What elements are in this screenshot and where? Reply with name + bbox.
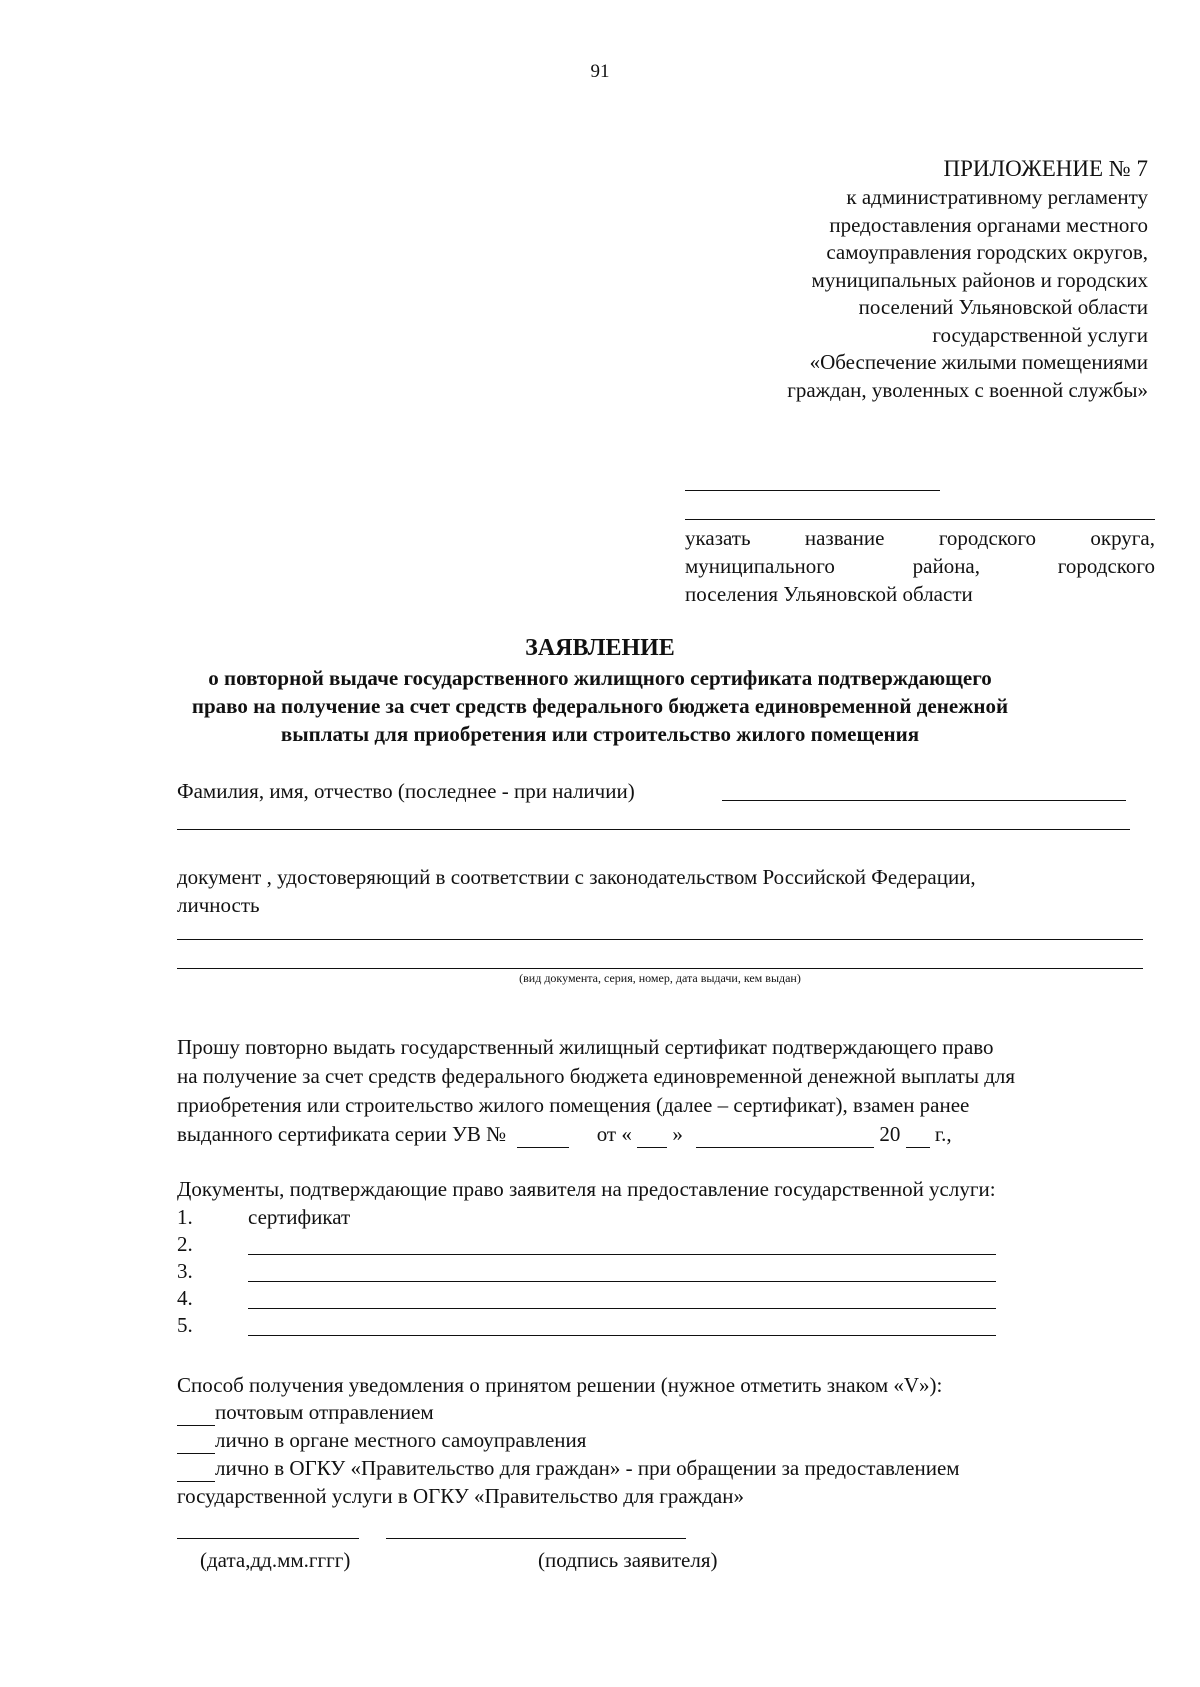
list-item-number: 5. bbox=[177, 1313, 193, 1337]
documents-heading: Документы, подтверждающие право заявителя на предоставление государственной услуги: bbox=[177, 1177, 996, 1201]
doc-input-line-2[interactable] bbox=[177, 968, 1143, 969]
doc-label: документ , удостоверяющий в соответствии с законодательством Российской Федерации, bbox=[177, 865, 976, 889]
checkbox-mark-line[interactable] bbox=[177, 1433, 215, 1454]
document-subtitle: право на получение за счет средств федерального бюджета единовременной денежной bbox=[191, 694, 1009, 718]
list-item-number: 4. bbox=[177, 1286, 193, 1310]
date-from-label: от « bbox=[596, 1122, 632, 1146]
appendix-line: к административному регламенту bbox=[846, 185, 1148, 209]
document-subtitle: выплаты для приобретения или строительство жилого помещения bbox=[280, 722, 920, 746]
appendix-line: поселений Ульяновской области bbox=[858, 295, 1148, 319]
date-month-input[interactable] bbox=[696, 1127, 874, 1148]
date-label: (дата,дд.мм.гггг) bbox=[200, 1548, 351, 1572]
list-item-input-line[interactable] bbox=[248, 1335, 996, 1336]
list-item-text: сертификат bbox=[248, 1205, 351, 1229]
addressee-hint-line: поселения Ульяновской области bbox=[685, 582, 973, 606]
appendix-line: самоуправления городских округов, bbox=[826, 240, 1148, 264]
appendix-line: муниципальных районов и городских bbox=[811, 267, 1148, 292]
doc-hint: (вид документа, серия, номер, дата выдачи, кем выдан) bbox=[519, 971, 801, 985]
option-label: лично в ОГКУ «Правительство для граждан» - при обращении за предоставлением bbox=[215, 1456, 960, 1480]
option-label: лично в органе местного самоуправления bbox=[215, 1428, 587, 1452]
list-item-input-line[interactable] bbox=[248, 1308, 996, 1309]
doc-label-cont: личность bbox=[177, 893, 260, 917]
request-line: приобретения или строительство жилого помещения (далее – сертификат), взамен ранее bbox=[177, 1093, 970, 1117]
list-item-input-line[interactable] bbox=[248, 1281, 996, 1282]
certificate-number-input[interactable] bbox=[517, 1127, 569, 1148]
request-line: Прошу повторно выдать государственный жилищный сертификат подтверждающего право bbox=[177, 1035, 994, 1059]
page-number: 91 bbox=[590, 61, 610, 82]
appendix-line: граждан, уволенных с военной службы» bbox=[787, 377, 1148, 402]
fio-label: Фамилия, имя, отчество (последнее - при наличии) bbox=[177, 779, 635, 803]
fio-input-line-2[interactable] bbox=[177, 829, 1130, 830]
applicant-signature-line[interactable] bbox=[386, 1538, 686, 1539]
notification-option-mfc[interactable] bbox=[177, 1454, 960, 1482]
certificate-series-label: выданного сертификата серии УВ № bbox=[177, 1122, 507, 1146]
addressee-line-long bbox=[685, 519, 1155, 520]
checkbox-mark-line[interactable] bbox=[177, 1405, 215, 1426]
document-subtitle: о повторной выдаче государственного жилищного сертификата подтверждающего bbox=[208, 666, 992, 690]
list-item-number: 1. bbox=[177, 1205, 193, 1229]
list-item-number: 3. bbox=[177, 1259, 193, 1283]
date-signature-line[interactable] bbox=[177, 1538, 359, 1539]
date-day-input[interactable] bbox=[637, 1127, 667, 1148]
notification-heading: Способ получения уведомления о принятом решении (нужное отметить знаком «V»): bbox=[177, 1373, 943, 1397]
notification-option-personal[interactable] bbox=[177, 1426, 586, 1454]
option-label: почтовым отправлением bbox=[215, 1400, 434, 1424]
doc-input-line[interactable] bbox=[177, 939, 1143, 940]
addressee-hint-line: указать название городского округа, bbox=[685, 526, 1155, 550]
checkbox-mark-line[interactable] bbox=[177, 1461, 215, 1482]
appendix-line: предоставления органами местного bbox=[829, 212, 1148, 237]
request-line: на получение за счет средств федерального бюджета единовременной денежной выплаты для bbox=[177, 1064, 1016, 1088]
appendix-heading: ПРИЛОЖЕНИЕ № 7 bbox=[943, 156, 1148, 181]
option-label-cont: государственной услуги в ОГКУ «Правительство для граждан» bbox=[177, 1484, 744, 1508]
addressee-hint-line: муниципального района, городского bbox=[685, 554, 1155, 578]
document-title: ЗАЯВЛЕНИЕ bbox=[525, 635, 675, 661]
request-line4 bbox=[177, 1120, 952, 1148]
appendix-line: государственной услуги bbox=[932, 322, 1148, 347]
list-item-number: 2. bbox=[177, 1232, 193, 1256]
date-quote-close: » bbox=[672, 1122, 683, 1146]
date-year-suffix: г., bbox=[934, 1122, 952, 1146]
signature-label: (подпись заявителя) bbox=[538, 1548, 718, 1572]
date-year-input[interactable] bbox=[906, 1127, 930, 1148]
fio-input-line[interactable] bbox=[722, 800, 1126, 801]
notification-option-post[interactable] bbox=[177, 1398, 434, 1426]
addressee-line-short bbox=[685, 490, 940, 491]
list-item-input-line[interactable] bbox=[248, 1254, 996, 1255]
date-year-prefix: 20 bbox=[879, 1122, 901, 1146]
appendix-line: «Обеспечение жилыми помещениями bbox=[809, 350, 1148, 374]
appendix-block bbox=[628, 154, 1148, 404]
